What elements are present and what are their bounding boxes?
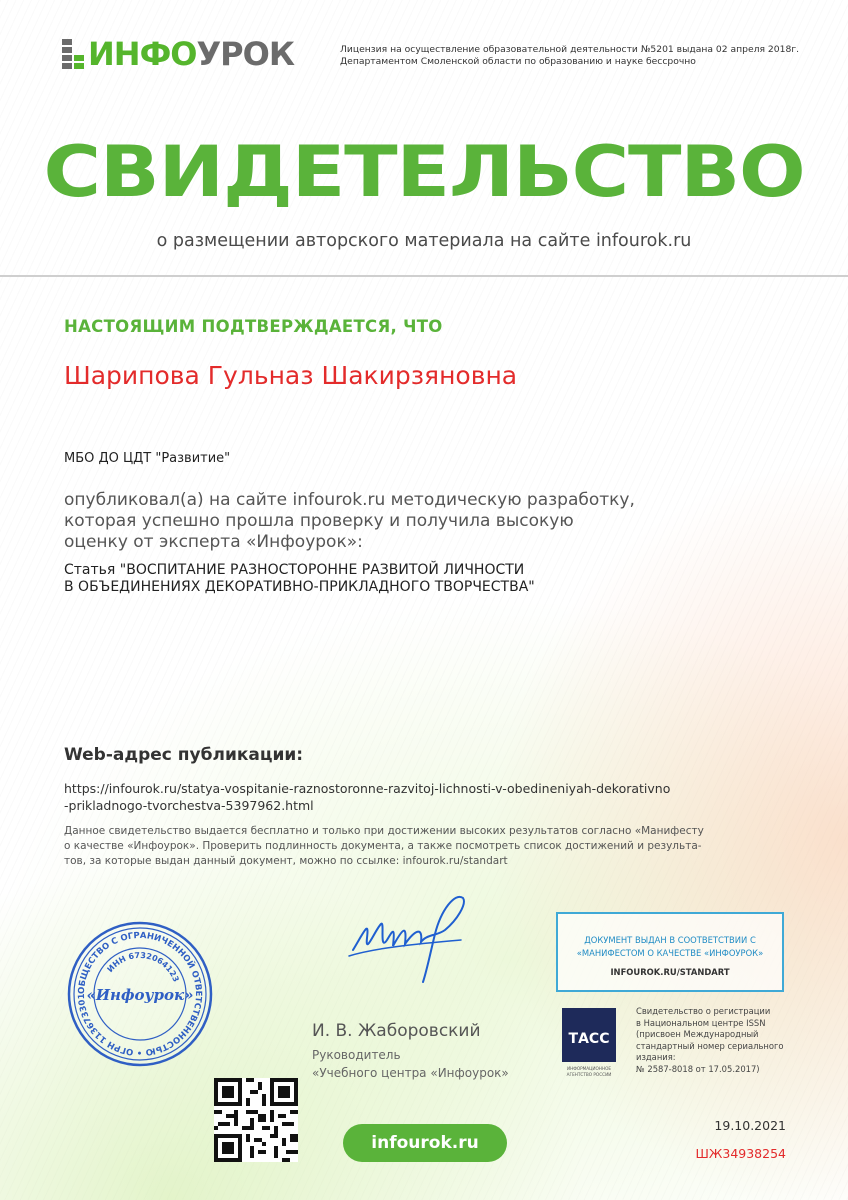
work-title-line-2: В ОБЪЕДИНЕНИЯХ ДЕКОРАТИВНО-ПРИКЛАДНОГО ТВОРЧЕСТВА" <box>64 579 535 595</box>
company-stamp <box>66 920 214 1068</box>
publication-url[interactable] <box>64 780 784 814</box>
website-button[interactable]: infourok.ru <box>343 1124 507 1162</box>
work-title-line-1: Статья "ВОСПИТАНИЕ РАЗНОСТОРОННЕ РАЗВИТОЙ ЛИЧНОСТИ <box>64 562 525 578</box>
signatory-role-line-2: «Учебного центра «Инфоурок» <box>312 1066 509 1080</box>
stamp-ring-text: ОБЩЕСТВО С ОГРАНИЧЕННОЙ ОТВЕТСТВЕННОСТЬЮ • ОГРН 113673301 <box>76 930 204 1058</box>
issn-line-5: издания: <box>636 1052 676 1062</box>
issue-date: 19.10.2021 <box>714 1118 786 1133</box>
confirm-heading: НАСТОЯЩИМ ПОДТВЕРЖДАЕТСЯ, ЧТО <box>64 317 443 336</box>
manifest-line-2: «МАНИФЕСТОМ О КАЧЕСТВЕ «ИНФОУРОК» <box>576 948 764 958</box>
manifest-link[interactable]: INFOUROK.RU/STANDART <box>610 967 730 977</box>
tass-logo <box>562 1008 616 1080</box>
document-number: ШЖ34938254 <box>695 1146 786 1161</box>
logo-text-part1: ИНФО <box>88 35 197 73</box>
organization-name: МБО ДО ЦДТ "Развитие" <box>64 451 231 466</box>
note-line-3: тов, за которые выдан данный документ, можно по ссылке: infourok.ru/standart <box>64 855 508 867</box>
manifest-box[interactable] <box>556 912 784 992</box>
license-text <box>340 44 830 68</box>
certificate-title: СВИДЕТЕЛЬСТВО <box>43 131 805 213</box>
infourok-logo[interactable] <box>62 36 294 72</box>
verification-note <box>64 824 764 869</box>
publication-statement <box>64 490 664 553</box>
signatory-name: И. В. Жаборовский <box>312 1021 481 1041</box>
tass-logo-icon <box>562 1008 616 1080</box>
logo-mark-icon <box>62 37 88 71</box>
issn-registration <box>636 1006 786 1075</box>
web-address-label: Web-адрес публикации: <box>64 745 304 765</box>
publication-line-2: которая успешно прошла проверку и получила высокую <box>64 511 574 531</box>
signature-icon <box>345 890 475 990</box>
issn-line-1: Свидетельство о регистрации <box>636 1006 771 1016</box>
logo-text-part2: УРОК <box>196 35 294 73</box>
issn-line-2: в Национальном центре ISSN <box>636 1017 766 1028</box>
signatory-role-line-1: Руководитель <box>312 1048 401 1062</box>
note-line-1: Данное свидетельство выдается бесплатно и только при достижении высоких результатов согласно «Манифесту <box>64 825 704 837</box>
tass-logo-text: ТАСС <box>568 1031 610 1047</box>
qr-code[interactable] <box>214 1078 298 1162</box>
tass-caption-line-2: АГЕНТСТВО РОССИИ <box>566 1072 612 1077</box>
certificate-subtitle: о размещении авторского материала на сайте infourok.ru <box>156 231 692 251</box>
stamp-center-text: «Инфоурок» <box>86 986 194 1004</box>
work-title <box>64 562 704 596</box>
issn-line-3: (присвоен Международный <box>636 1029 759 1039</box>
publication-url-line-1[interactable]: https://infourok.ru/statya-vospitanie-raznostoronne-razvitoj-lichnosti-v-obedineniyah-dekorativno <box>64 781 671 796</box>
publication-line-3: оценку от эксперта «Инфоурок»: <box>64 532 363 552</box>
qr-code-icon <box>214 1078 298 1162</box>
signature <box>345 890 475 990</box>
publication-line-1: опубликовал(а) на сайте infourok.ru методическую разработку, <box>64 490 635 510</box>
divider <box>0 275 848 277</box>
stamp-inn-text: ИНН 6732064123 <box>105 950 181 984</box>
license-line-2: Департаментом Смоленской области по образованию и науке бессрочно <box>340 56 696 67</box>
issn-line-6: № 2587-8018 от 17.05.2017) <box>636 1063 760 1074</box>
note-line-2: о качестве «Инфоурок». Проверить подлинность документа, а также посмотреть список достижений и результа- <box>64 840 702 852</box>
publication-url-line-2[interactable]: -prikladnogo-tvorchestva-5397962.html <box>64 798 314 813</box>
tass-caption-line-1: ИНФОРМАЦИОННОЕ <box>566 1066 612 1071</box>
license-line-1: Лицензия на осуществление образовательной деятельности №5201 выдана 02 апреля 2018г. <box>340 44 800 55</box>
stamp-seal-icon <box>66 920 214 1068</box>
issn-line-4: стандартный номер сериального <box>636 1040 784 1051</box>
manifest-line-1: ДОКУМЕНТ ВЫДАН В СООТВЕТСТВИИ С <box>584 935 756 945</box>
person-name: Шарипова Гульназ Шакирзяновна <box>64 361 518 390</box>
